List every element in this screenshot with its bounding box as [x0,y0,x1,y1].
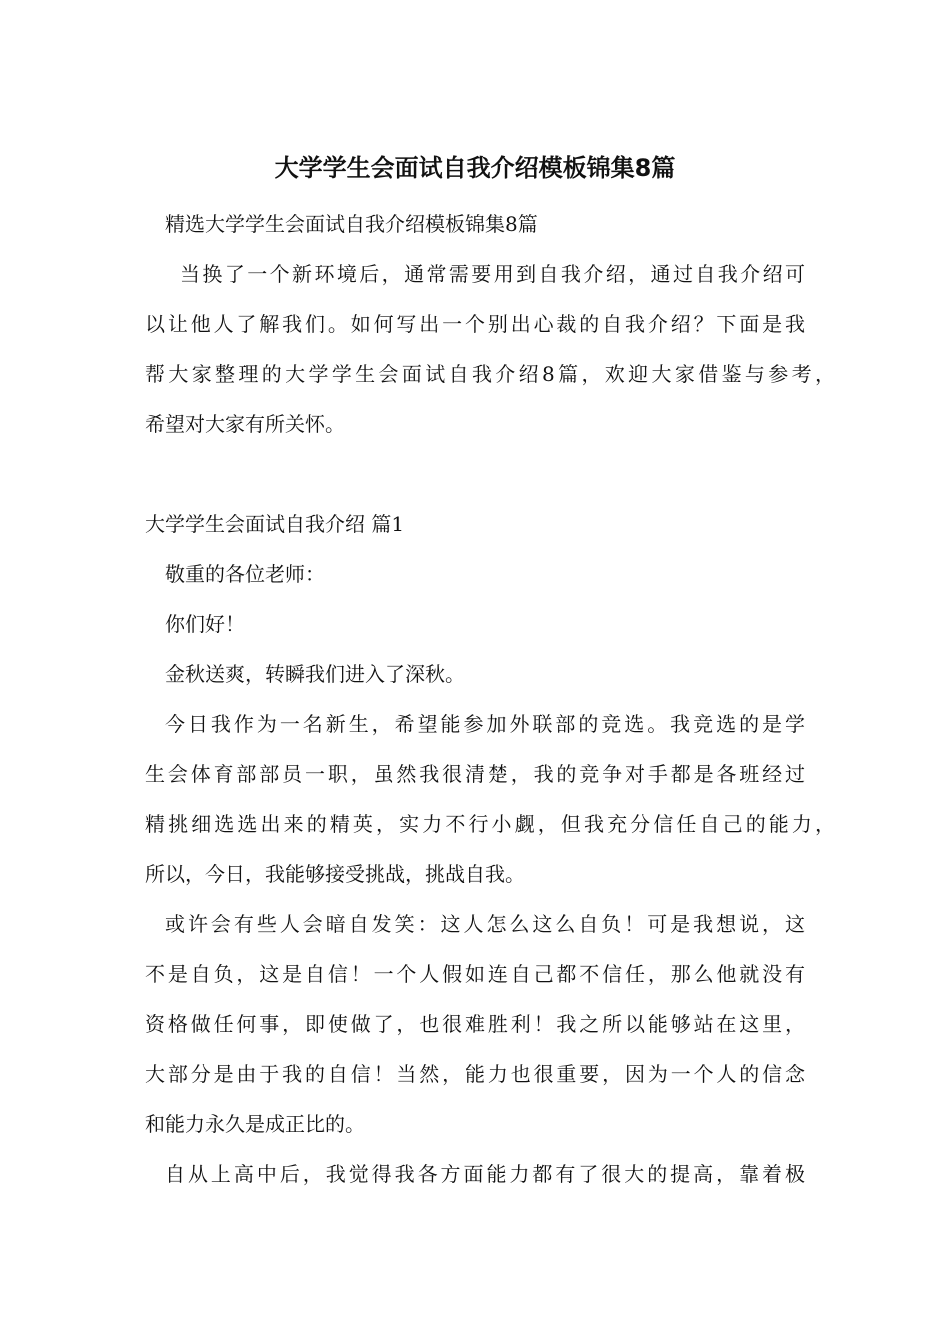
para2-line-5: 和能力永久是成正比的。 [145,1112,365,1136]
para3-line-1: 自从上高中后，我觉得我各方面能力都有了很大的提高，靠着极 [165,1162,805,1186]
greeting: 敬重的各位老师： [165,562,325,586]
para1-line-3: 精挑细选选出来的精英，实力不行小觑，但我充分信任自己的能力， [145,812,835,836]
para1-line-4: 所以，今日，我能够接受挑战，挑战自我。 [145,862,525,886]
intro-line-3: 帮大家整理的大学学生会面试自我介绍8篇，欢迎大家借鉴与参考， [145,362,835,386]
para2-line-4: 大部分是由于我的自信！当然，能力也很重要，因为一个人的信念 [145,1062,805,1086]
intro-line-1: 当换了一个新环境后，通常需要用到自我介绍，通过自我介绍可 [180,262,805,286]
para2-line-1: 或许会有些人会暗自发笑：这人怎么这么自负！可是我想说，这 [165,912,805,936]
para2-line-3: 资格做任何事，即使做了，也很难胜利！我之所以能够站在这里， [145,1012,805,1036]
hello-line: 你们好！ [165,612,245,636]
section-heading: 大学学生会面试自我介绍 篇1 [145,512,405,536]
para2-line-2: 不是自负，这是自信！一个人假如连自己都不信任，那么他就没有 [145,962,805,986]
document-subtitle: 精选大学学生会面试自我介绍模板锦集8篇 [165,212,538,236]
para1-line-1: 今日我作为一名新生，希望能参加外联部的竞选。我竞选的是学 [165,712,805,736]
season-line: 金秋送爽，转瞬我们进入了深秋。 [165,662,465,686]
para1-line-2: 生会体育部部员一职，虽然我很清楚，我的竞争对手都是各班经过 [145,762,805,786]
document-title: 大学学生会面试自我介绍模板锦集8篇 [274,154,676,182]
intro-line-4: 希望对大家有所关怀。 [145,412,345,436]
intro-line-2: 以让他人了解我们。如何写出一个别出心裁的自我介绍？下面是我 [145,312,805,336]
